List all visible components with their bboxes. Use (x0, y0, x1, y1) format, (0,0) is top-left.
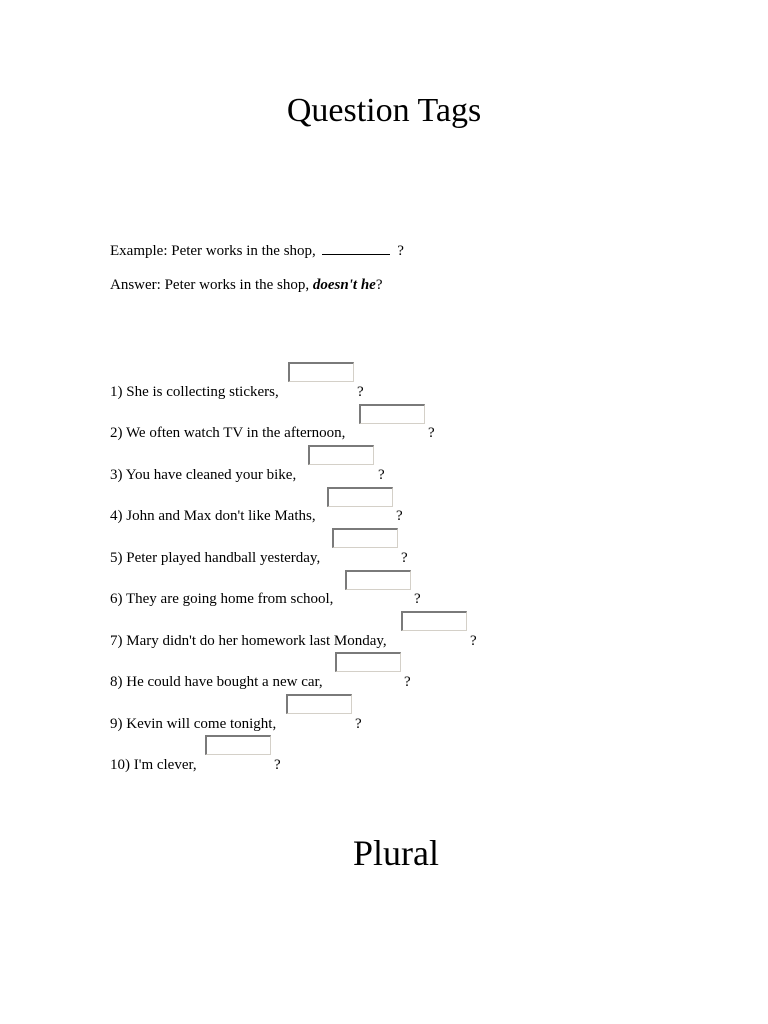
answer-input[interactable] (286, 694, 352, 714)
question-mark: ? (404, 674, 411, 690)
answer-question-mark: ? (375, 277, 383, 293)
answer-input[interactable] (205, 735, 271, 755)
question-mark: ? (414, 591, 421, 607)
question-mark: ? (401, 550, 408, 566)
answer-input[interactable] (332, 528, 398, 548)
question-row (110, 590, 333, 608)
question-text: 5) Peter played handball yesterday, (110, 550, 321, 566)
question-text: 3) You have cleaned your bike, (110, 467, 297, 483)
question-mark: ? (470, 633, 477, 649)
answer-line (110, 276, 383, 294)
question-mark: ? (428, 425, 435, 441)
page-title: Question Tags (286, 92, 482, 129)
question-mark: ? (378, 467, 385, 483)
answer-text: Answer: Peter works in the shop, (110, 277, 310, 293)
answer-tag: doesn't he (312, 277, 376, 293)
example-line (110, 242, 404, 260)
example-question-mark: ? (397, 243, 404, 259)
question-row (110, 715, 276, 733)
answer-input[interactable] (401, 611, 467, 631)
question-text: 10) I'm clever, (110, 757, 197, 773)
question-text: 2) We often watch TV in the afternoon, (110, 425, 346, 441)
answer-input[interactable] (335, 652, 401, 672)
answer-input[interactable] (327, 487, 393, 507)
question-mark: ? (355, 716, 362, 732)
example-blank (322, 242, 390, 255)
question-row (110, 507, 316, 525)
question-text: 8) He could have bought a new car, (110, 674, 323, 690)
answer-input[interactable] (359, 404, 425, 424)
question-row (110, 673, 323, 691)
question-text: 7) Mary didn't do her homework last Monday, (110, 633, 387, 649)
question-mark: ? (357, 384, 364, 400)
question-text: 9) Kevin will come tonight, (110, 716, 277, 732)
section-title: Plural (353, 833, 439, 873)
question-text: 4) John and Max don't like Maths, (110, 508, 316, 524)
question-text: 6) They are going home from school, (110, 591, 334, 607)
question-row (110, 756, 197, 774)
question-row (110, 424, 345, 442)
answer-input[interactable] (308, 445, 374, 465)
question-row (110, 383, 279, 401)
question-row (110, 632, 387, 650)
answer-input[interactable] (345, 570, 411, 590)
example-text: Example: Peter works in the shop, (110, 243, 316, 259)
question-mark: ? (396, 508, 403, 524)
question-text: 1) She is collecting stickers, (110, 384, 279, 400)
answer-input[interactable] (288, 362, 354, 382)
question-row (110, 466, 296, 484)
question-row (110, 549, 320, 567)
question-mark: ? (274, 757, 281, 773)
